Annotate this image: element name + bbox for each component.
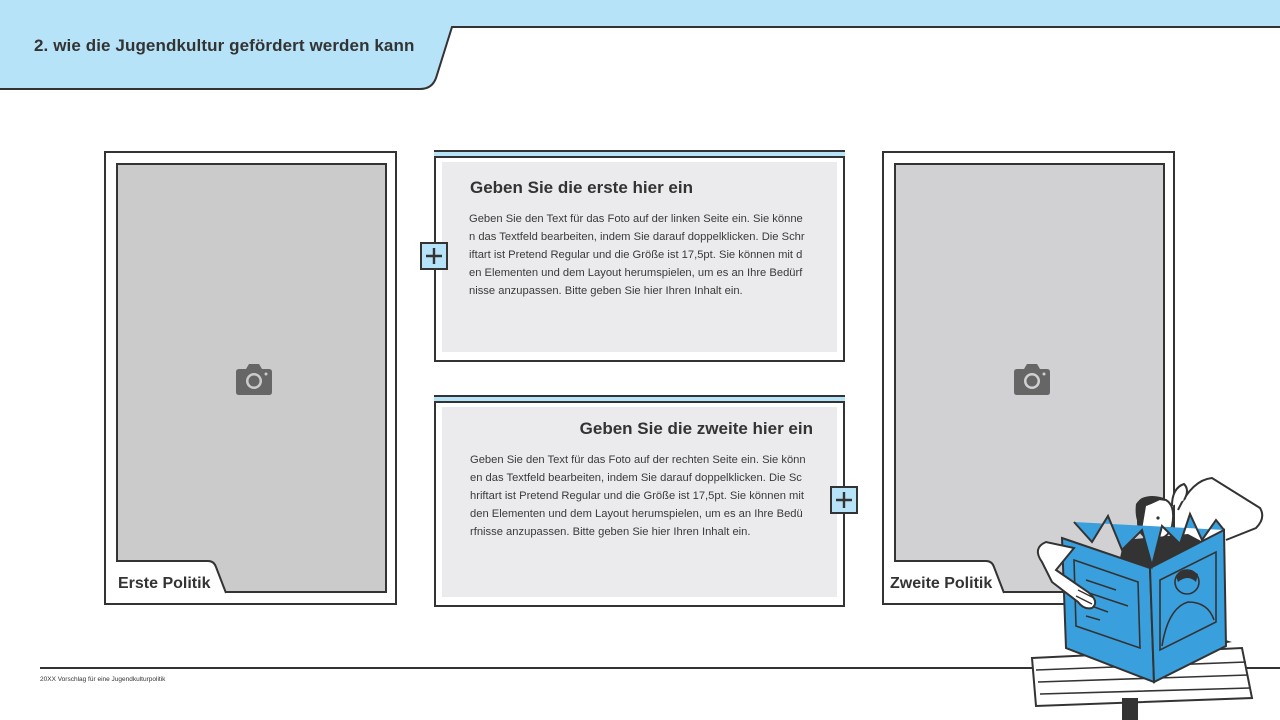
footer-caption: 20XX Vorschlag für eine Jugendkulturpolitik bbox=[40, 676, 166, 683]
card-title-second[interactable]: Geben Sie die zweite hier ein bbox=[579, 419, 813, 438]
card-accent-bar bbox=[434, 395, 845, 403]
card-accent-bar bbox=[434, 150, 845, 158]
page-title: 2. wie die Jugendkultur gefördert werden kann bbox=[34, 36, 415, 55]
photo-placeholder-left[interactable] bbox=[116, 163, 387, 593]
plus-icon bbox=[422, 244, 446, 268]
card-text-first[interactable]: Geben Sie den Text für das Foto auf der linken Seite ein. Sie können das Textfeld bearbeiten, indem Sie darauf doppelklicken. Die Schriftart ist Pretend Regular und die Größe ist 17,5pt. Sie können mit den Elementen und dem Layout herumspielen, um es an Ihre Bedürfnisse anzupassen. Bitte geben Sie hier Ihren Inhalt ein. bbox=[469, 213, 805, 297]
text-card-second bbox=[434, 395, 845, 607]
photo-frame-left[interactable] bbox=[104, 151, 397, 605]
add-button-first[interactable] bbox=[420, 242, 448, 270]
photo-label-left: Erste Politik bbox=[118, 575, 211, 592]
plus-icon bbox=[832, 488, 856, 512]
photo-label-right: Zweite Politik bbox=[890, 575, 993, 592]
card-text-second[interactable]: Geben Sie den Text für das Foto auf der rechten Seite ein. Sie können das Textfeld bearbeiten, indem Sie darauf doppelklicken. Die Schriftart ist Pretend Regular und die Größe ist 17,5pt. Sie können mit den Elementen und dem Layout herumspielen, um es an Ihre Bedürfnisse anzupassen. Bitte geben Sie hier Ihren Inhalt ein. bbox=[470, 454, 806, 538]
camera-icon bbox=[235, 362, 273, 396]
reading-person-illustration bbox=[1012, 470, 1280, 720]
card-title-first[interactable]: Geben Sie die erste hier ein bbox=[470, 178, 693, 197]
camera-icon bbox=[1013, 362, 1051, 396]
text-card-first bbox=[434, 150, 845, 362]
add-button-second[interactable] bbox=[830, 486, 858, 514]
